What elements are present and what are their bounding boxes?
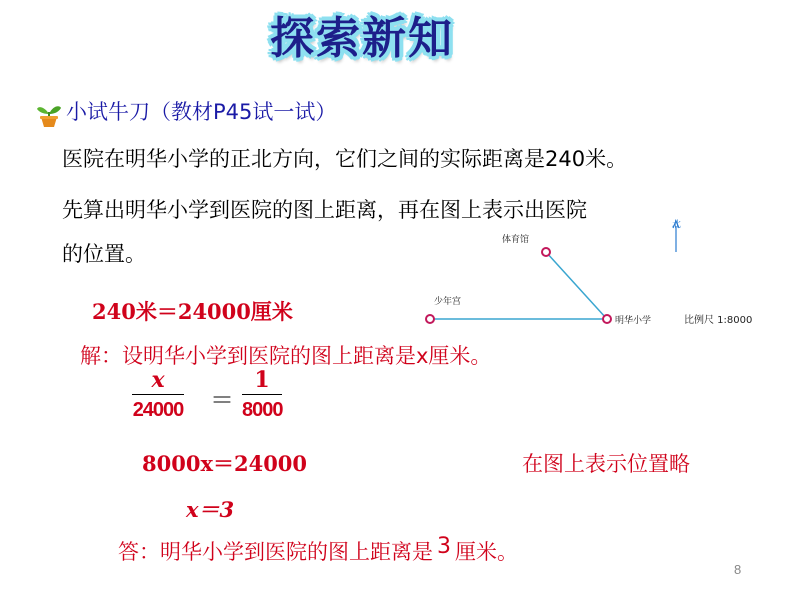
label-scale: 比例尺 1:8000 — [684, 315, 753, 326]
line-gym-school — [546, 252, 606, 318]
section-heading: 小试牛刀（教材P45试一试） — [66, 100, 337, 124]
problem-line-3: 的位置。 — [62, 242, 146, 266]
problem-line-1: 医院在明华小学的正北方向，它们之间的实际距离是240米。 — [62, 147, 628, 171]
answer-value: 3 — [437, 534, 451, 559]
equals-sign: ＝ — [210, 386, 234, 414]
map-diagram — [400, 212, 770, 342]
label-youth-palace: 少年宫 — [434, 297, 462, 307]
fraction-bar — [132, 394, 184, 395]
label-school: 明华小学 — [615, 316, 652, 326]
label-gym: 体育馆 — [502, 235, 530, 245]
answer-prefix: 答：明华小学到医院的图上距离是 — [118, 540, 433, 564]
page-number: 8 — [734, 562, 742, 577]
fraction-right — [242, 368, 282, 423]
result-equation: x＝3 — [186, 497, 235, 522]
map-note: 在图上表示位置略 — [522, 452, 690, 476]
point-gym — [542, 248, 550, 256]
fraction-left-denominator: 24000 — [132, 399, 184, 421]
problem-line-2: 先算出明华小学到医院的图上距离，再在图上表示出医院 — [62, 198, 587, 222]
fraction-right-numerator: 1 — [254, 367, 270, 393]
point-youth-palace — [426, 315, 434, 323]
label-north: 北 — [672, 220, 682, 230]
unit-conversion: 240米＝24000厘米 — [92, 299, 293, 324]
answer-line — [118, 536, 518, 569]
solution-setup: 解：设明华小学到医院的图上距离是x厘米。 — [80, 344, 492, 368]
fraction-left-numerator: x — [151, 367, 165, 393]
point-school — [603, 315, 611, 323]
page-title: 探索新知 — [270, 13, 454, 64]
fraction-right-denominator: 8000 — [242, 399, 283, 421]
fraction-left — [132, 368, 184, 423]
fraction-bar — [242, 394, 282, 395]
answer-suffix: 厘米。 — [455, 540, 518, 564]
equation-2: 8000x＝24000 — [142, 451, 308, 476]
sprout-icon — [36, 100, 62, 128]
